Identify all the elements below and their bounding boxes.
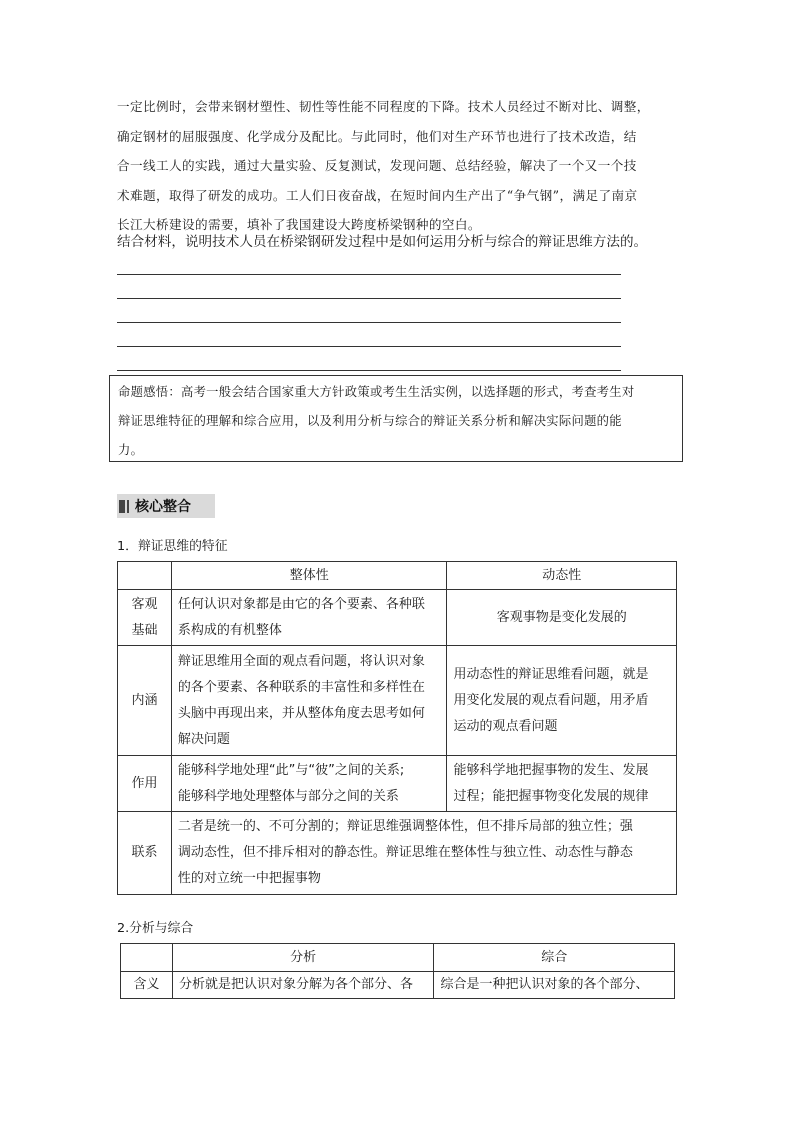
header-empty [121, 944, 173, 972]
note-line: 辩证思维特征的理解和综合应用，以及利用分析与综合的辩证关系分析和解决实际问题的能 [118, 414, 622, 428]
question-text: 结合材料，说明技术人员在桥梁钢研发过程中是如何运用分析与综合的辩证思维方法的。 [117, 234, 648, 250]
row-label-connection: 联系 [118, 812, 172, 895]
answer-line [117, 322, 621, 323]
section-bar-icon [119, 500, 129, 513]
cell-meaning-analysis: 分析就是把认识对象分解为各个部分、各 [172, 972, 434, 999]
cell-basis-dynamics: 客观事物是变化发展的 [447, 590, 677, 646]
cell-basis-wholeness: 任何认识对象都是由它的各个要素、各种联 系构成的有机整体 [171, 590, 447, 646]
cell-function-dynamics: 能够科学地把握事物的发生、发展 过程；能把握事物变化发展的规律 [447, 756, 677, 812]
header-synthesis: 综合 [434, 944, 675, 972]
material-passage [117, 92, 682, 240]
passage-line: 合一线工人的实践，通过大量实验、反复测试，发现问题、总结经验，解决了一个又一个技 [117, 158, 637, 173]
answer-line [117, 370, 621, 371]
answer-line [117, 274, 621, 275]
section-heading [117, 494, 215, 518]
cell-connection: 二者是统一的、不可分割的；辩证思维强调整体性，但不排斥局部的独立性；强 调动态性，但不排斥相对的静态性。辩证思维在整体性与独立性、动态性与静态 性的对立统一中把握事物 [171, 812, 676, 895]
passage-line: 一定比例时，会带来钢材塑性、韧性等性能不同程度的下降。技术人员经过不断对比、调整， [117, 99, 650, 114]
table2-title: 2.分析与综合 [117, 921, 194, 936]
note-line: 命题感悟：高考一般会结合国家重大方针政策或考生生活实例，以选择题的形式，考查考生对 [118, 385, 635, 399]
answer-line [117, 298, 621, 299]
passage-line: 长江大桥建设的需要，填补了我国建设大跨度桥梁钢种的空白。 [117, 217, 481, 232]
note-line: 力。 [118, 443, 144, 457]
passage-line: 术难题，取得了研发的成功。工人们日夜奋战，在短时间内生产出了“争气钢”，满足了南京 [117, 187, 638, 203]
exam-insight-box [109, 375, 683, 462]
header-analysis: 分析 [172, 944, 434, 972]
row-label-function: 作用 [118, 756, 172, 812]
row-label-meaning: 含义 [121, 972, 173, 999]
section-title: 核心整合 [135, 499, 191, 515]
cell-connotation-dynamics: 用动态性的辩证思维看问题，就是 用变化发展的观点看问题，用矛盾 运动的观点看问题 [447, 646, 677, 756]
header-wholeness: 整体性 [171, 562, 447, 590]
answer-line [117, 346, 621, 347]
cell-connotation-wholeness: 辩证思维用全面的观点看问题，将认识对象 的各个要素、各种联系的丰富性和多样性在 头脑中再现出来，并从整体角度去思考如何 解决问题 [171, 646, 447, 756]
cell-meaning-synthesis: 综合是一种把认识对象的各个部分、 [434, 972, 675, 999]
table1-title: 1．辩证思维的特征 [117, 539, 228, 554]
analysis-synthesis-table [120, 943, 675, 999]
header-dynamics: 动态性 [447, 562, 677, 590]
dialectic-features-table [117, 561, 677, 895]
cell-function-wholeness: 能够科学地处理“此”与“彼”之间的关系; 能够科学地处理整体与部分之间的关系 [171, 756, 447, 812]
header-empty [118, 562, 172, 590]
passage-line: 确定钢材的屈服强度、化学成分及配比。与此同时，他们对生产环节也进行了技术改造，结 [117, 128, 637, 144]
row-label-basis: 客观 基础 [118, 590, 172, 646]
row-label-connotation: 内涵 [118, 646, 172, 756]
